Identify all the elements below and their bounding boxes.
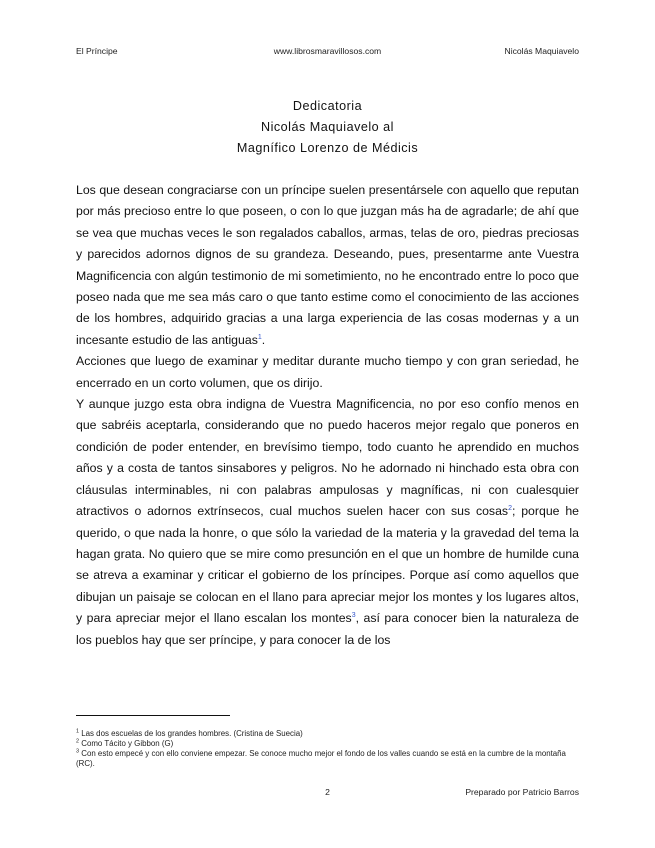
footnote-3-text: Con esto empecé y con ello conviene empezar. Se conoce mucho mejor el fondo de los valles cuando se está en la cumbre de la montaña (RC).	[76, 749, 566, 768]
footnote-1-number: 1	[76, 728, 80, 735]
paragraph-3	[76, 394, 579, 651]
footnote-1	[76, 729, 579, 739]
title-line-3: Magnífico Lorenzo de Médicis	[236, 141, 419, 155]
dedication-title	[76, 96, 579, 159]
paragraph-1	[76, 180, 579, 351]
title-line-2: Nicolás Maquiavelo al	[260, 120, 394, 134]
paragraph-3-text-b: ; porque he querido, o que nada la honre, o que sólo la variedad de la materia y la gravedad del tema la hagan grata. No quiero que se mire como presunción en el que un hombre de humilde cuna se atreva a examinar y criticar el gobierno de los príncipes. Porque así como aquellos que dibujan un paisaje se colocan en el llano para apreciar mejor los montes y los lugares altos, y para apreciar mejor el llano escalan los montes	[76, 504, 580, 626]
paragraph-2: Acciones que luego de examinar y meditar durante mucho tiempo y con gran seriedad, he encerrado en un corto volumen, que os dirijo.	[76, 354, 579, 390]
body-text	[76, 180, 579, 651]
footnote-1-text: Las dos escuelas de los grandes hombres. (Cristina de Suecia)	[81, 729, 303, 738]
page-number: 2	[325, 787, 330, 797]
footnotes	[76, 729, 579, 769]
page-header	[76, 46, 579, 60]
footnote-3-number: 3	[76, 748, 80, 755]
header-author: Nicolás Maquiavelo	[504, 46, 579, 56]
header-book-title: El Príncipe	[76, 46, 118, 56]
footnote-divider	[76, 715, 230, 716]
paragraph-1-text: Los que desean congraciarse con un príncipe suelen presentársele con aquello que reputan por más precioso entre lo que poseen, o con lo que juzgan más ha de agradarle; de ahí que se vea que muchas veces le son regalados caballos, armas, telas de oro, piedras preciosas y parecidos adornos dignos de su grandeza. Deseando, pues, presentarme ante Vuestra Magnificencia con algún testimonio de mi sometimiento, no he encontrado entre lo poco que poseo nada que me sea más caro o que tanto estime como el conocimiento de las acciones de los hombres, adquirido gracias a una larga experiencia de las cosas modernas y a un incesante estudio de las antiguas	[76, 183, 579, 347]
title-line-1: Dedicatoria	[292, 99, 363, 113]
paragraph-3-text-a: Y aunque juzgo esta obra indigna de Vuestra Magnificencia, no por eso confío menos en que sabréis aceptarla, considerando que no puedo haceros mejor regalo que poneros en condición de poder entender, en brevísimo tiempo, todo cuanto he aprendido en muchos años y a costa de tantos sinsabores y peligros. No he adornado ni hinchado esta obra con cláusulas interminables, ni con palabras ampulosas y magníficas, ni con cualesquier atractivos o adornos extrínsecos, cual muchos suelen hacer con sus cosas	[76, 397, 579, 519]
paragraph-3-text-c: , así para conocer bien la naturaleza de los pueblos hay que ser príncipe, y para conocer la de los	[76, 611, 579, 647]
footnote-ref-2[interactable]: 2	[508, 505, 512, 512]
header-website: www.librosmaravillosos.com	[273, 46, 382, 56]
footnote-ref-3[interactable]: 3	[351, 612, 356, 620]
footnote-2	[76, 739, 579, 749]
footnote-2-number: 2	[76, 738, 80, 745]
paragraph-1-end: .	[261, 332, 266, 347]
page-footer	[76, 787, 579, 801]
footnote-ref-1[interactable]: 1	[257, 333, 262, 341]
footnote-2-text: Como Tácito y Gibbon (G)	[81, 739, 174, 748]
footer-credit: Preparado por Patricio Barros	[465, 787, 579, 797]
footnote-3	[76, 749, 579, 769]
